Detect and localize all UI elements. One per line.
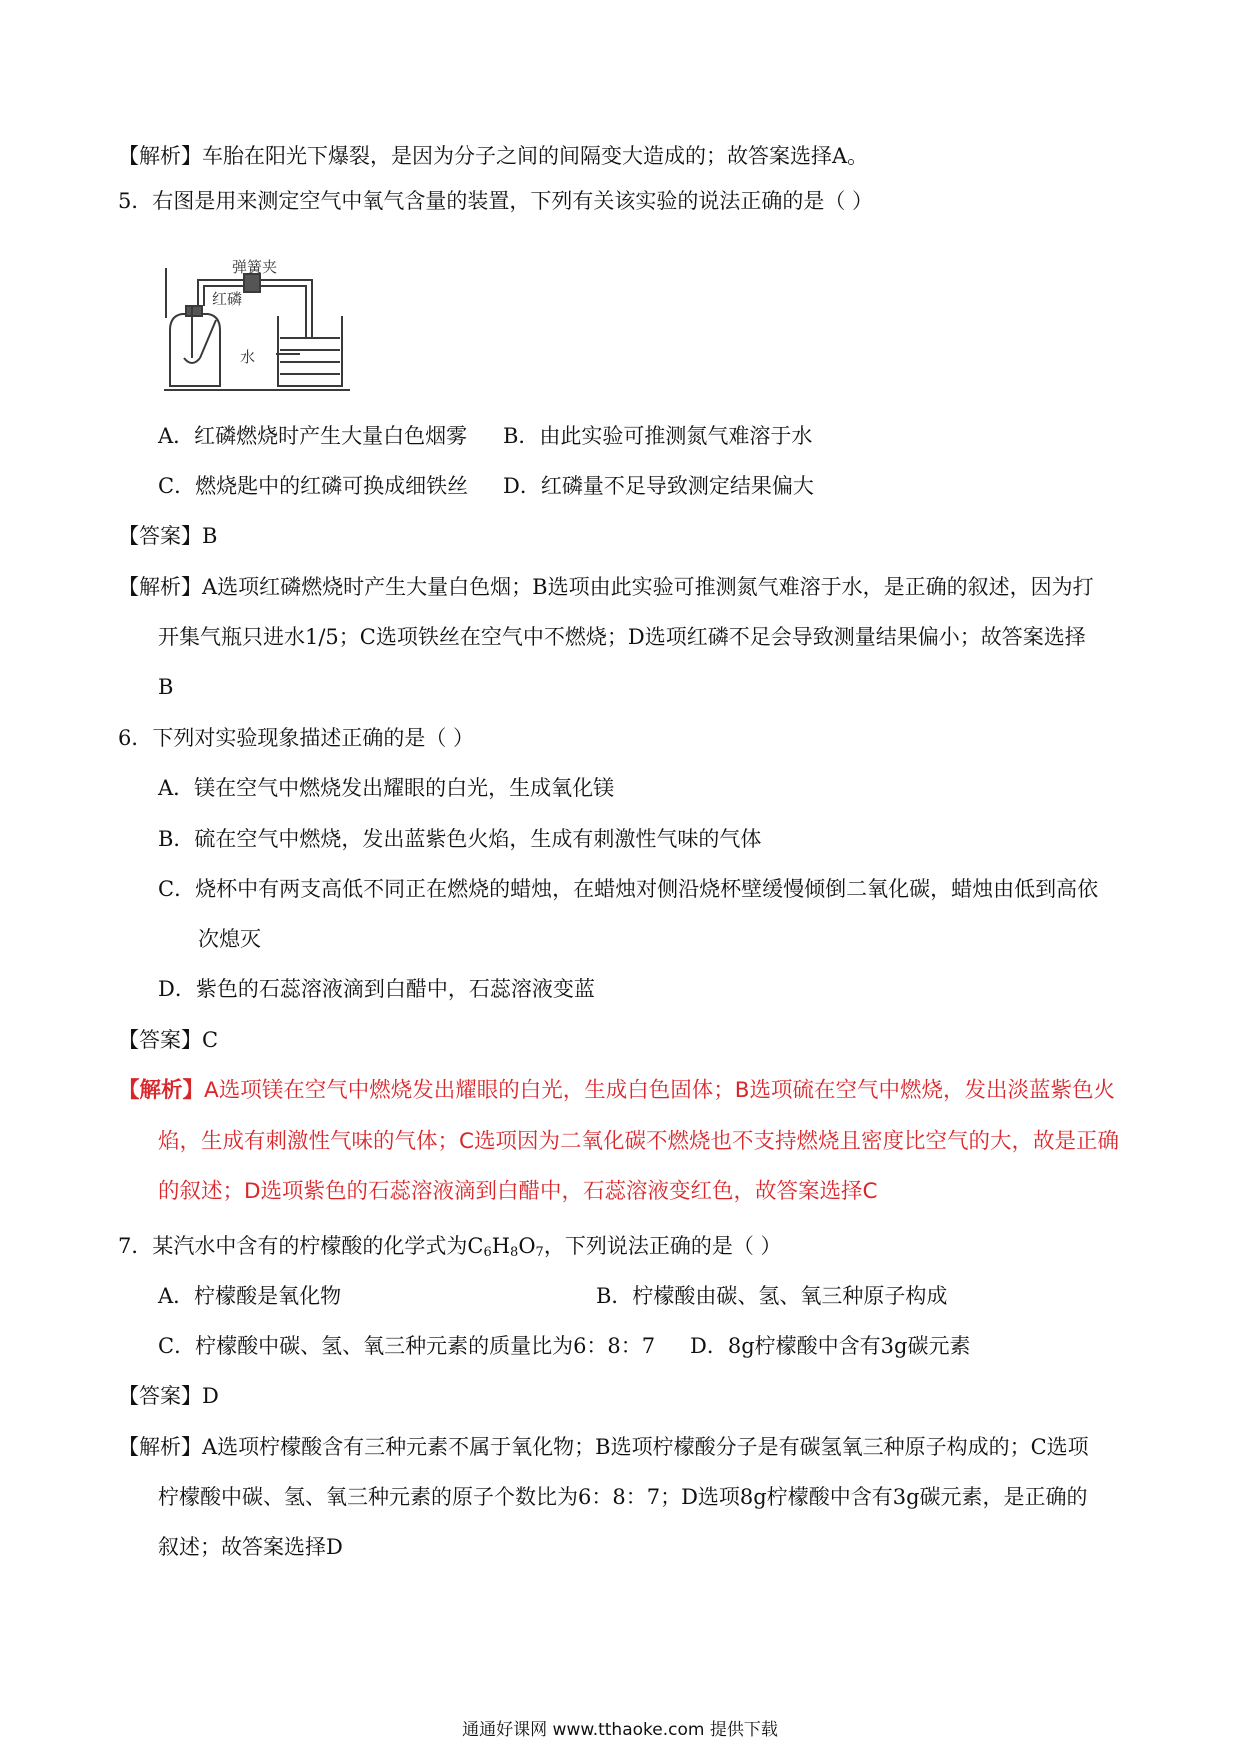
clamp-label: 弹簧夹 (232, 258, 278, 276)
oxygen-apparatus-diagram (160, 258, 378, 400)
analysis-label: 【解析】 (118, 1435, 202, 1459)
answer-label: 【答案】 (118, 1028, 202, 1052)
answer-value: B (202, 524, 218, 548)
q6-option-c-line2: 次熄灭 (198, 927, 261, 951)
analysis-text: A选项镁在空气中燃烧发出耀眼的白光，生成白色固体；B选项硫在空气中燃烧，发出淡蓝紫色火 (204, 1078, 1115, 1103)
q6-option-b: B．硫在空气中燃烧，发出蓝紫色火焰，生成有刺激性气味的气体 (158, 827, 762, 851)
q5-analysis-line2: 开集气瓶只进水1/5；C选项铁丝在空气中不燃烧；D选项红磷不足会导致测量结果偏小；故答案选择 (158, 625, 1086, 649)
q7-answer (118, 1381, 219, 1411)
q5-answer (118, 521, 217, 551)
q5-stem: 5．右图是用来测定空气中氧气含量的装置，下列有关该实验的说法正确的是（ ） (118, 189, 874, 213)
q6-analysis-line2: 焰，生成有刺激性气味的气体；C选项因为二氧化碳不燃烧也不支持燃烧且密度比空气的大，故是正确 (158, 1129, 1120, 1154)
q7-analysis-line3: 叙述；故答案选择D (158, 1535, 343, 1559)
q5-option-b: B．由此实验可推测氮气难溶于水 (503, 424, 813, 448)
q5-analysis-line1 (118, 572, 1094, 602)
q6-option-c-line1: C．烧杯中有两支高低不同正在燃烧的蜡烛，在蜡烛对侧沿烧杯壁缓慢倾倒二氧化碳，蜡烛由低到高依 (158, 877, 1099, 901)
page-footer: 通通好课网 www.tthaoke.com 提供下载 (462, 1720, 778, 1740)
answer-value: C (202, 1028, 219, 1052)
q7-analysis-line1 (118, 1432, 1089, 1462)
q5-option-c: C．燃烧匙中的红磷可换成细铁丝 (158, 474, 469, 498)
analysis-label: 【解析】 (118, 144, 202, 168)
analysis-label: 【解析】 (118, 575, 202, 599)
analysis-text: A选项柠檬酸含有三种元素不属于氧化物；B选项柠檬酸分子是有碳氢氧三种原子构成的；C选项 (202, 1435, 1089, 1459)
analysis-label: 【解析】 (118, 1078, 205, 1103)
phosphorus-label: 红磷 (212, 290, 243, 308)
q6-answer (118, 1025, 218, 1055)
q6-analysis-line1 (118, 1076, 1115, 1106)
analysis-text: 车胎在阳光下爆裂，是因为分子之间的间隔变大造成的；故答案选择A。 (202, 144, 869, 168)
q7-option-d: D．8g柠檬酸中含有3g碳元素 (690, 1334, 971, 1358)
q7-option-b: B．柠檬酸由碳、氢、氧三种原子构成 (596, 1284, 948, 1308)
q7-stem: 7．某汽水中含有的柠檬酸的化学式为$C_6H_8O_7$，下列说法正确的是（ ） (118, 1234, 782, 1260)
q6-stem: 6．下列对实验现象描述正确的是（ ） (118, 726, 475, 750)
q7-option-a: A．柠檬酸是氧化物 (158, 1284, 342, 1308)
q7-analysis-line2: 柠檬酸中碳、氢、氧三种元素的原子个数比为6：8：7；D选项8g柠檬酸中含有3g碳元素，是正确的 (158, 1485, 1088, 1509)
q6-option-d: D．紫色的石蕊溶液滴到白醋中，石蕊溶液变蓝 (158, 977, 595, 1001)
q6-option-a: A．镁在空气中燃烧发出耀眼的白光，生成氧化镁 (158, 776, 615, 800)
analysis-text: A选项红磷燃烧时产生大量白色烟；B选项由此实验可推测氮气难溶于水，是正确的叙述，因为打 (202, 575, 1094, 599)
answer-value: D (202, 1384, 219, 1408)
q4-analysis (118, 141, 868, 171)
q5-option-a: A．红磷燃烧时产生大量白色烟雾 (158, 424, 468, 448)
answer-label: 【答案】 (118, 1384, 202, 1408)
answer-label: 【答案】 (118, 524, 202, 548)
q6-analysis-line3: 的叙述；D选项紫色的石蕊溶液滴到白醋中，石蕊溶液变红色，故答案选择C (158, 1179, 878, 1204)
q5-analysis-line3: B (158, 675, 174, 699)
q7-option-c: C．柠檬酸中碳、氢、氧三种元素的质量比为6：8：7 (158, 1334, 656, 1358)
water-label: 水 (240, 348, 256, 366)
q5-option-d: D．红磷量不足导致测定结果偏大 (503, 474, 814, 498)
